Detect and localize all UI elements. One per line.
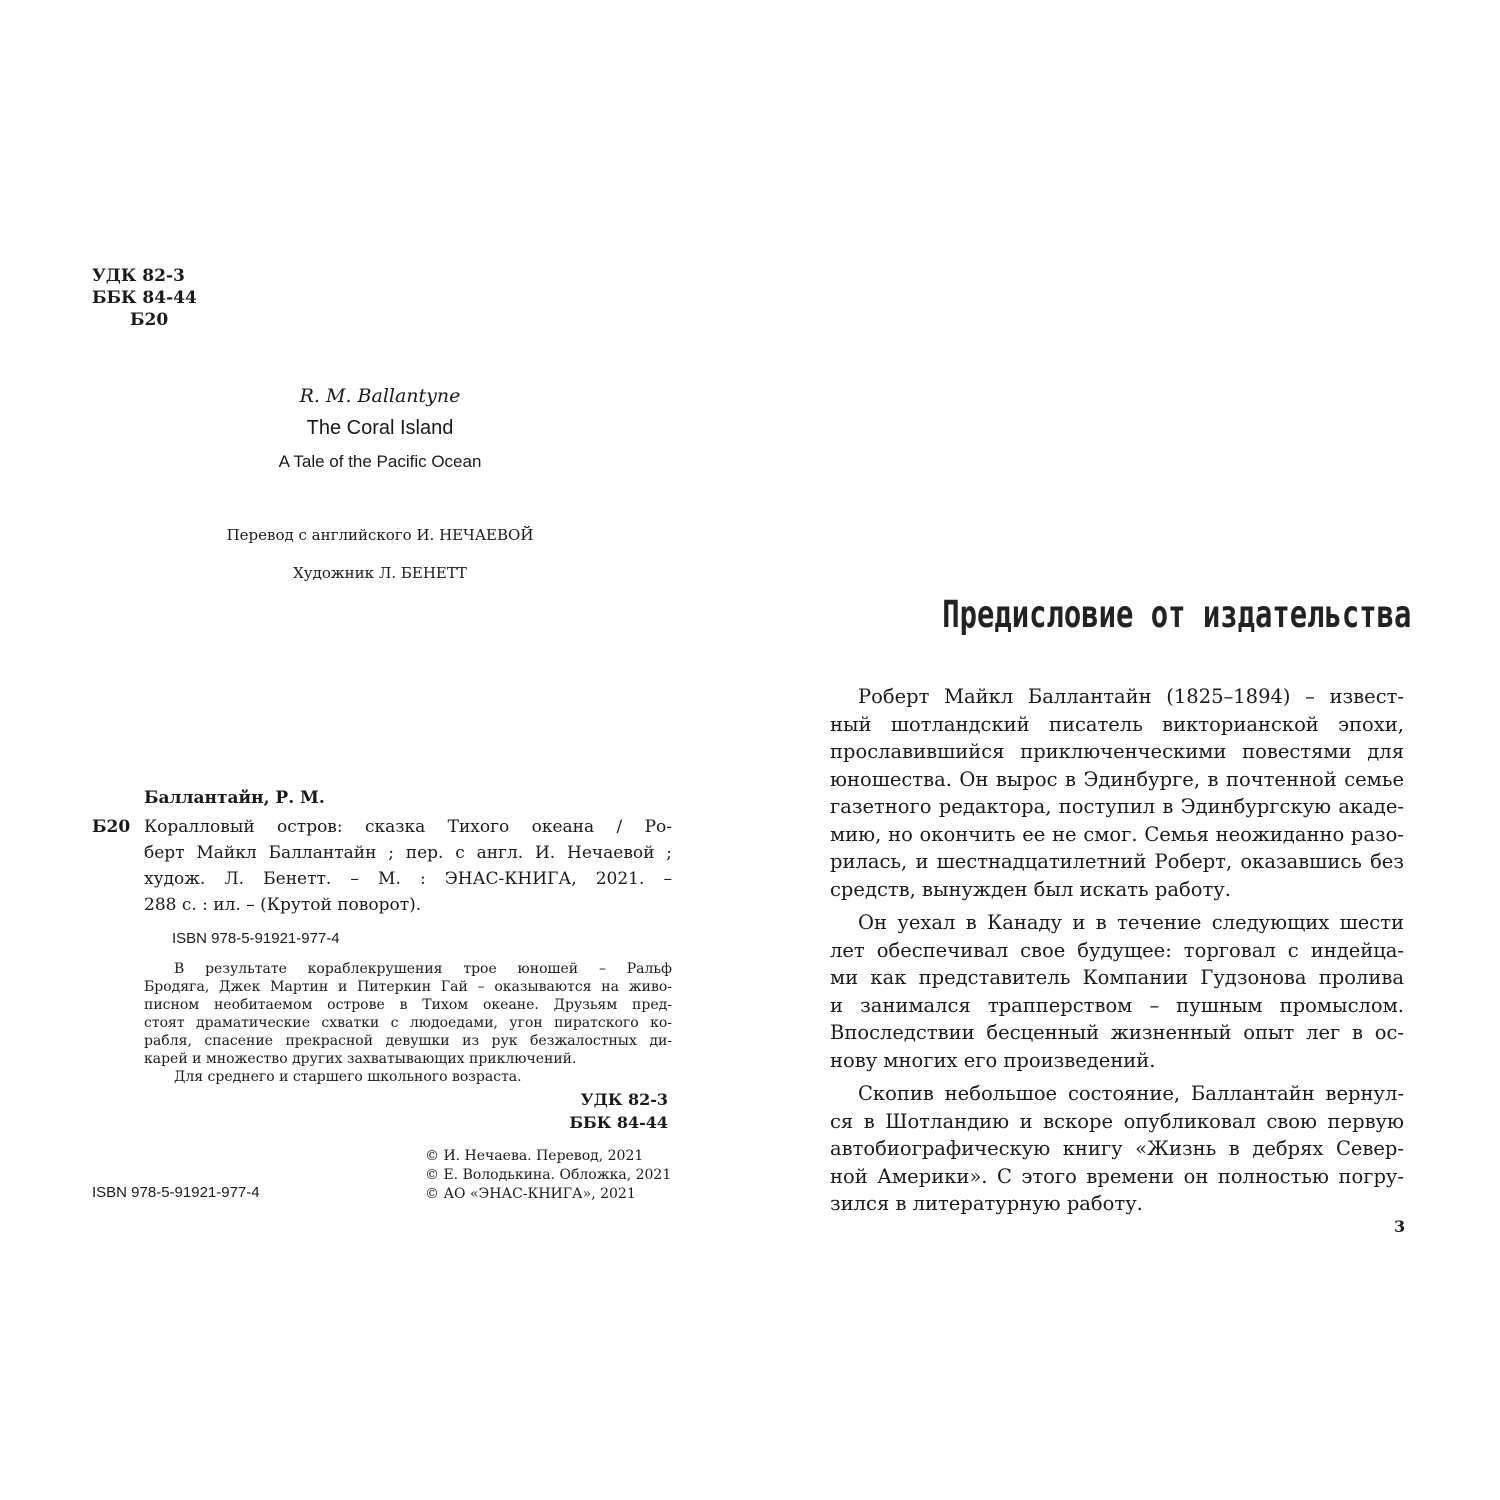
card-bbk: ББК 84-44 xyxy=(569,1113,668,1132)
annotation-line: рабля, спасение прекрасной девушки из рук безжалостных ди- xyxy=(144,1033,672,1049)
preface-paragraph xyxy=(830,1080,1404,1218)
page-number: 3 xyxy=(1394,1217,1406,1236)
description-line: Коралловый остров: сказка Тихого океана / Ро- xyxy=(144,817,672,837)
description-line: худож. Л. Бенетт. – М. : ЭНАС-КНИГА, 2021. – xyxy=(144,869,672,889)
annotation-line: В результате кораблекрушения трое юношей – Ральф xyxy=(174,961,672,977)
text-line: прославившийся приключенческими повестями для xyxy=(830,740,1404,763)
card-heading: Баллантайн, Р. М. xyxy=(144,788,325,808)
text-line: мию, но окончить ее не смог. Семья неожиданно разо- xyxy=(830,822,1404,846)
card-isbn: ISBN 978-5-91921-977-4 xyxy=(172,930,340,947)
preface-paragraph xyxy=(830,909,1404,1074)
text-line: Скопив небольшое состояние, Баллантайн вернул- xyxy=(858,1082,1404,1105)
text-line: Он уехал в Канаду и в течение следующих шести xyxy=(858,911,1404,934)
bbk-code: ББК 84-44 xyxy=(92,288,197,308)
text-line: газетного редактора, поступил в Эдинбургскую акаде- xyxy=(830,795,1404,818)
original-author: R. M. Ballantyne xyxy=(299,385,461,407)
text-line: ся в Шотландию и вскоре опубликовал свою первую xyxy=(830,1109,1404,1133)
text-line: ный шотландский писатель викторианской эпохи, xyxy=(830,712,1404,736)
annotation-line: карей и множество других захватывающих приключений. xyxy=(144,1051,577,1067)
card-description xyxy=(92,814,672,918)
original-subtitle: A Tale of the Pacific Ocean xyxy=(278,452,482,471)
audience-note: Для среднего и старшего школьного возраста. xyxy=(174,1069,522,1085)
illustrator-credit: Художник Л. БЕНЕТТ xyxy=(293,564,467,582)
text-line: ной Америки». С этого времени он полностью погру- xyxy=(830,1164,1404,1188)
description-line: берт Майкл Баллантайн ; пер. с англ. И. Нечаевой ; xyxy=(144,843,672,863)
text-line: и занимался трапперством – пушным промыслом. xyxy=(830,993,1404,1017)
preface-text xyxy=(830,683,1404,1224)
text-line: ми как представитель Компании Гудзонова пролива xyxy=(830,966,1404,989)
catalog-card xyxy=(92,786,672,1134)
text-line: рилась, и шестнадцатилетний Роберт, оказавшись без xyxy=(830,850,1404,873)
text-line: лет обеспечивал свое будущее: торговал с индейца- xyxy=(830,938,1404,962)
annotation-line: стоят драматические схватки с людоедами, угон пиратского ко- xyxy=(144,1015,672,1031)
text-line: нову многих его произведений. xyxy=(830,1048,1156,1072)
text-line: зился в литературную работу. xyxy=(830,1192,1143,1215)
right-page xyxy=(750,0,1500,1500)
text-line: Роберт Майкл Баллантайн (1825–1894) – извест- xyxy=(858,685,1404,708)
translator-credit: Перевод с английского И. НЕЧАЕВОЙ xyxy=(226,526,534,544)
text-line: средств, вынужден был искать работу. xyxy=(830,877,1231,901)
classification-block xyxy=(92,265,197,331)
text-line: автобиографическую книгу «Жизнь в дебрях Север- xyxy=(830,1137,1404,1160)
annotation-line: писном необитаемом острове в Тихом океане. Друзьям пред- xyxy=(144,997,672,1013)
original-title-block xyxy=(180,383,580,477)
isbn-bottom: ISBN 978-5-91921-977-4 xyxy=(92,1184,260,1201)
copyright-line: © И. Нечаева. Перевод, 2021 xyxy=(425,1148,644,1164)
credits-block xyxy=(180,516,580,592)
original-title: The Coral Island xyxy=(306,417,454,439)
description-line: 288 с. : ил. – (Крутой поворот). xyxy=(144,895,422,915)
annotation-line: Бродяга, Джек Мартин и Питеркин Гай – оказываются на живо- xyxy=(144,979,672,995)
text-line: Впоследствии бесценный жизненный опыт лег в ос- xyxy=(830,1021,1404,1044)
card-author-mark: Б20 xyxy=(92,817,131,837)
card-codes xyxy=(92,1088,672,1134)
author-mark: Б20 xyxy=(130,310,169,330)
page-title: Предисловие от издательства xyxy=(942,593,1412,636)
text-line: юношества. Он вырос в Эдинбурге, в почтенной семье xyxy=(830,767,1404,791)
copyright-line: © Е. Володькина. Обложка, 2021 xyxy=(425,1167,672,1183)
preface-paragraph xyxy=(830,683,1404,903)
copyright-line: © АО «ЭНАС-КНИГА», 2021 xyxy=(425,1186,636,1202)
udk-code: УДК 82-3 xyxy=(92,266,185,286)
copyright-block xyxy=(425,1147,671,1204)
card-annotation xyxy=(92,960,672,1086)
card-udk: УДК 82-3 xyxy=(580,1090,668,1109)
